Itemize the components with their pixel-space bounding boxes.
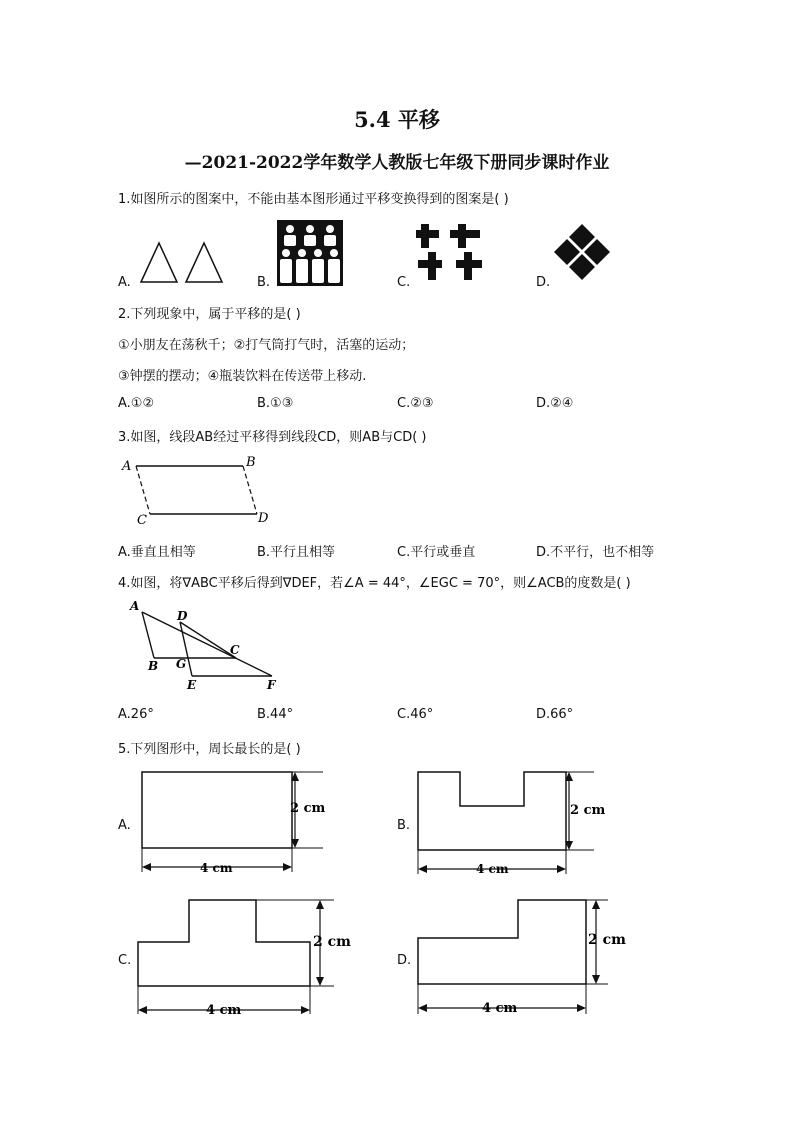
q1-option-c: C. — [397, 275, 411, 290]
q2-line-2: ③钟摆的摆动；④瓶装饮料在传送带上移动. — [118, 369, 367, 384]
q3-stem: 3.如图，线段AB经过平移得到线段CD，则AB与CD( ) — [118, 430, 427, 445]
q3-option-a: A.垂直且相等 — [118, 545, 196, 560]
q1-option-b: B. — [257, 275, 271, 290]
label-c: C — [230, 643, 240, 657]
q2-option-d: D.②④ — [536, 396, 574, 411]
label-a: A — [130, 599, 140, 613]
q4-option-a: A.26° — [118, 707, 154, 722]
q5-figure-c — [134, 896, 364, 1020]
q4-option-c: C.46° — [397, 707, 434, 722]
label-d: D — [258, 511, 269, 526]
width-label: 4 cm — [482, 1001, 518, 1016]
q1-option-a: A. — [118, 275, 131, 290]
triangle-shape — [186, 243, 222, 282]
label-e: E — [187, 678, 197, 692]
page-subtitle: —2021-2022学年数学人教版七年级下册同步课时作业 — [184, 153, 610, 173]
label-g: G — [176, 657, 187, 671]
label-a: A — [122, 459, 132, 474]
height-label: 2 cm — [588, 932, 626, 948]
q5-option-d: D. — [397, 953, 412, 968]
q2-line-1: ①小朋友在荡秋千；②打气筒打气时，活塞的运动； — [118, 338, 415, 353]
triangle-shape — [141, 243, 177, 282]
label-b: B — [148, 659, 159, 673]
dashed-ac — [136, 466, 150, 514]
label-c: C — [137, 513, 147, 528]
q1-figure-b — [277, 220, 343, 286]
q3-figure — [118, 452, 278, 527]
q4-option-d: D.66° — [536, 707, 574, 722]
q1-figure-a — [138, 240, 223, 285]
q5-option-a: A. — [118, 818, 131, 833]
q4-figure — [118, 598, 288, 693]
q2-option-c: C.②③ — [397, 396, 434, 411]
dashed-bd — [243, 466, 257, 514]
q5-figure-b — [414, 768, 614, 880]
label-d: D — [177, 609, 188, 623]
height-label: 2 cm — [313, 934, 351, 950]
q5-figure-d — [414, 896, 644, 1020]
q2-option-b: B.①③ — [257, 396, 294, 411]
q3-option-b: B.平行且相等 — [257, 545, 336, 560]
q3-option-d: D.不平行，也不相等 — [536, 545, 655, 560]
width-label: 4 cm — [206, 1003, 242, 1018]
q4-option-b: B.44° — [257, 707, 294, 722]
q3-option-c: C.平行或垂直 — [397, 545, 476, 560]
q1-stem: 1.如图所示的图案中，不能由基本图形通过平移变换得到的图案是( ) — [118, 192, 509, 207]
q2-option-a: A.①② — [118, 396, 155, 411]
q5-option-b: B. — [397, 818, 411, 833]
q5-option-c: C. — [118, 953, 132, 968]
height-label: 2 cm — [290, 801, 326, 816]
q2-stem: 2.下列现象中，属于平移的是( ) — [118, 307, 301, 322]
label-b: B — [246, 455, 256, 470]
label-f: F — [267, 678, 276, 692]
q1-figure-d — [552, 222, 612, 282]
q4-stem: 4.如图，将∇ABC平移后得到∇DEF，若∠A = 44°，∠EGC = 70°，则∠ACB的度数是( ) — [118, 576, 631, 591]
q1-figure-c — [416, 222, 486, 282]
q1-option-d: D. — [536, 275, 551, 290]
q5-stem: 5.下列图形中，周长最长的是( ) — [118, 742, 301, 757]
height-label: 2 cm — [570, 803, 606, 818]
page-title: 5.4 平移 — [354, 107, 440, 132]
width-label: 4 cm — [200, 861, 233, 875]
q5-figure-a — [138, 768, 338, 878]
width-label: 4 cm — [476, 862, 509, 876]
